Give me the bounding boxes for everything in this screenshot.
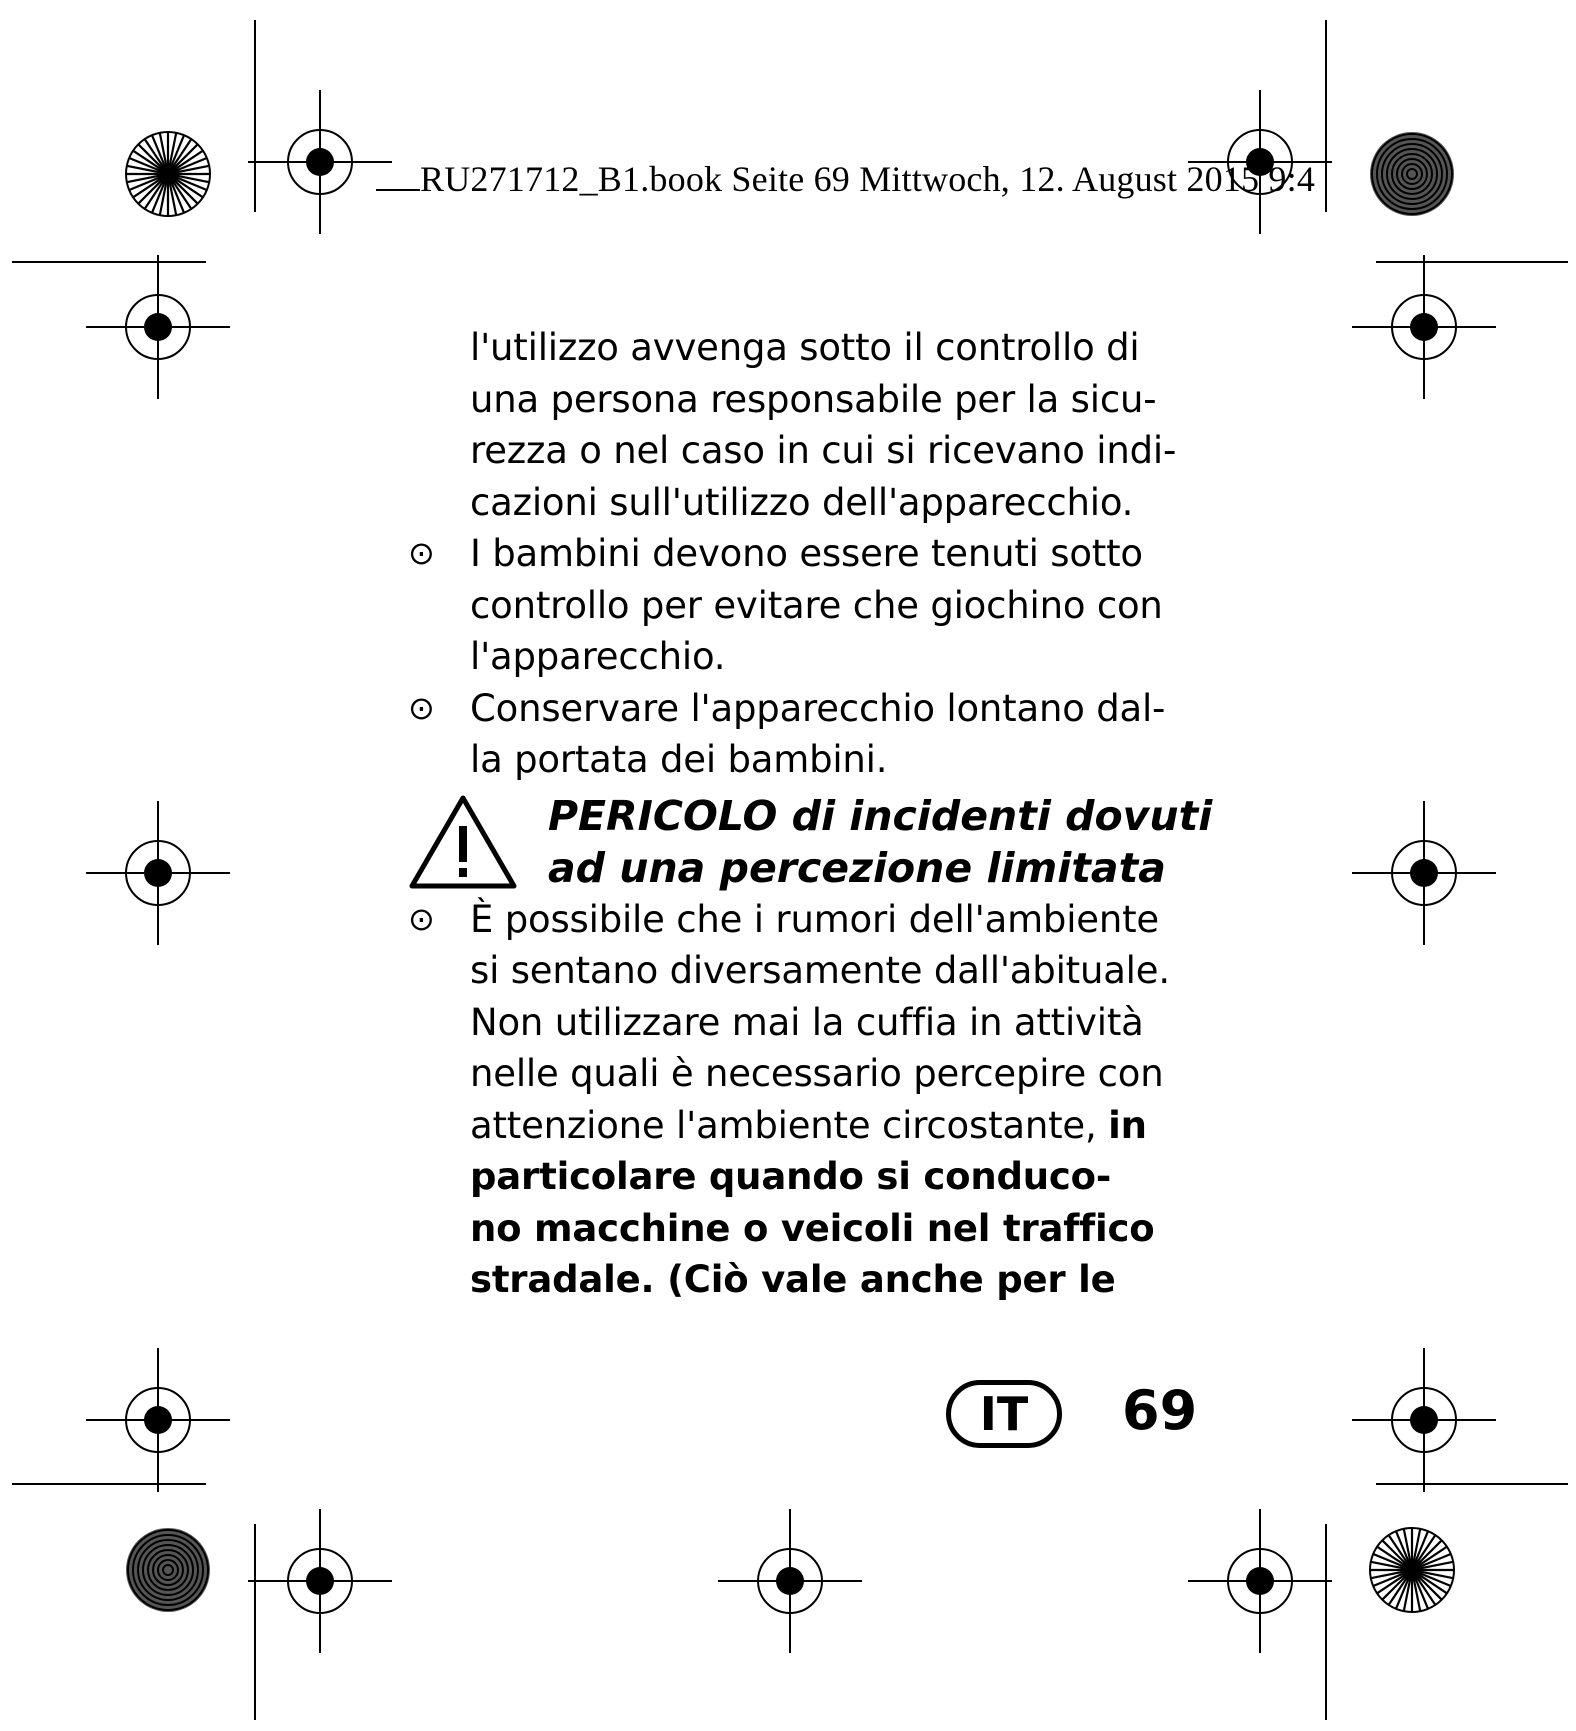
- warning-title-line: ad una percezione limitata: [548, 843, 1166, 892]
- emphasis-line: particolare quando si conduco-: [470, 1155, 1112, 1198]
- warning-title: [548, 790, 1212, 894]
- text-line: controllo per evitare che giochino con: [470, 583, 1163, 627]
- registration-mark: [86, 255, 230, 399]
- text-line: cazioni sull'utilizzo dell'apparecchio.: [470, 480, 1134, 524]
- text-run: attenzione l'ambiente circostante,: [470, 1103, 1109, 1147]
- registration-mark: [248, 90, 392, 234]
- text-line: I bambini devono essere tenuti sotto: [470, 532, 1143, 575]
- text-line: rezza o nel caso in cui si ricevano indi-: [470, 429, 1177, 472]
- warning-triangle-icon: [408, 794, 518, 890]
- bullet-item: [408, 528, 1208, 683]
- emphasis-line: stradale. (Ciò vale anche per le: [470, 1258, 1116, 1301]
- ring-target-icon: [126, 1528, 210, 1612]
- registration-mark: [1352, 1348, 1496, 1492]
- emphasis-text: in: [1108, 1103, 1147, 1147]
- warning-title-line: PERICOLO di incidenti dovuti: [548, 791, 1213, 840]
- registration-mark: [1352, 255, 1496, 399]
- text-line: l'apparecchio.: [470, 635, 726, 678]
- page-number: 69: [1122, 1379, 1198, 1442]
- warning-heading: [408, 790, 1213, 894]
- registration-mark: [86, 1348, 230, 1492]
- bullet-icon: ⊙: [408, 534, 435, 572]
- text-line: l'utilizzo avvenga sotto il controllo di: [470, 326, 1140, 369]
- print-slug-line: RU271712_B1.book Seite 69 Mittwoch, 12. August 2015 9:4: [376, 158, 1315, 200]
- bullet-item: [408, 894, 1208, 1306]
- registration-mark: [248, 1509, 392, 1653]
- text-line: una persona responsabile per la sicu-: [470, 377, 1157, 421]
- text-line: la portata dei bambini.: [470, 738, 888, 781]
- bullet-icon: ⊙: [408, 688, 435, 727]
- star-target-icon: [126, 132, 210, 216]
- text-line: si sentano diversamente dall'abituale.: [470, 949, 1170, 992]
- star-target-icon: [1370, 1528, 1454, 1612]
- language-badge: IT: [946, 1380, 1062, 1448]
- text-line: Conservare l'apparecchio lontano dal-: [470, 686, 1166, 730]
- registration-mark: [1188, 1509, 1332, 1653]
- text-line: È possibile che i rumori dell'ambiente: [470, 897, 1159, 941]
- registration-mark: [86, 801, 230, 945]
- document-body: [408, 322, 1213, 1306]
- ring-target-icon: [1370, 132, 1454, 216]
- text-line: nelle quali è necessario percepire con: [470, 1052, 1164, 1095]
- bullet-item: [408, 683, 1208, 786]
- text-line: [470, 1100, 1208, 1152]
- registration-mark: [1352, 801, 1496, 945]
- bullet-icon: ⊙: [408, 899, 435, 938]
- registration-mark: [718, 1509, 862, 1653]
- paragraph-continuation: [408, 322, 1208, 528]
- text-line: Non utilizzare mai la cuffia in attività: [470, 1000, 1144, 1044]
- emphasis-line: no macchine o veicoli nel traffico: [470, 1206, 1155, 1250]
